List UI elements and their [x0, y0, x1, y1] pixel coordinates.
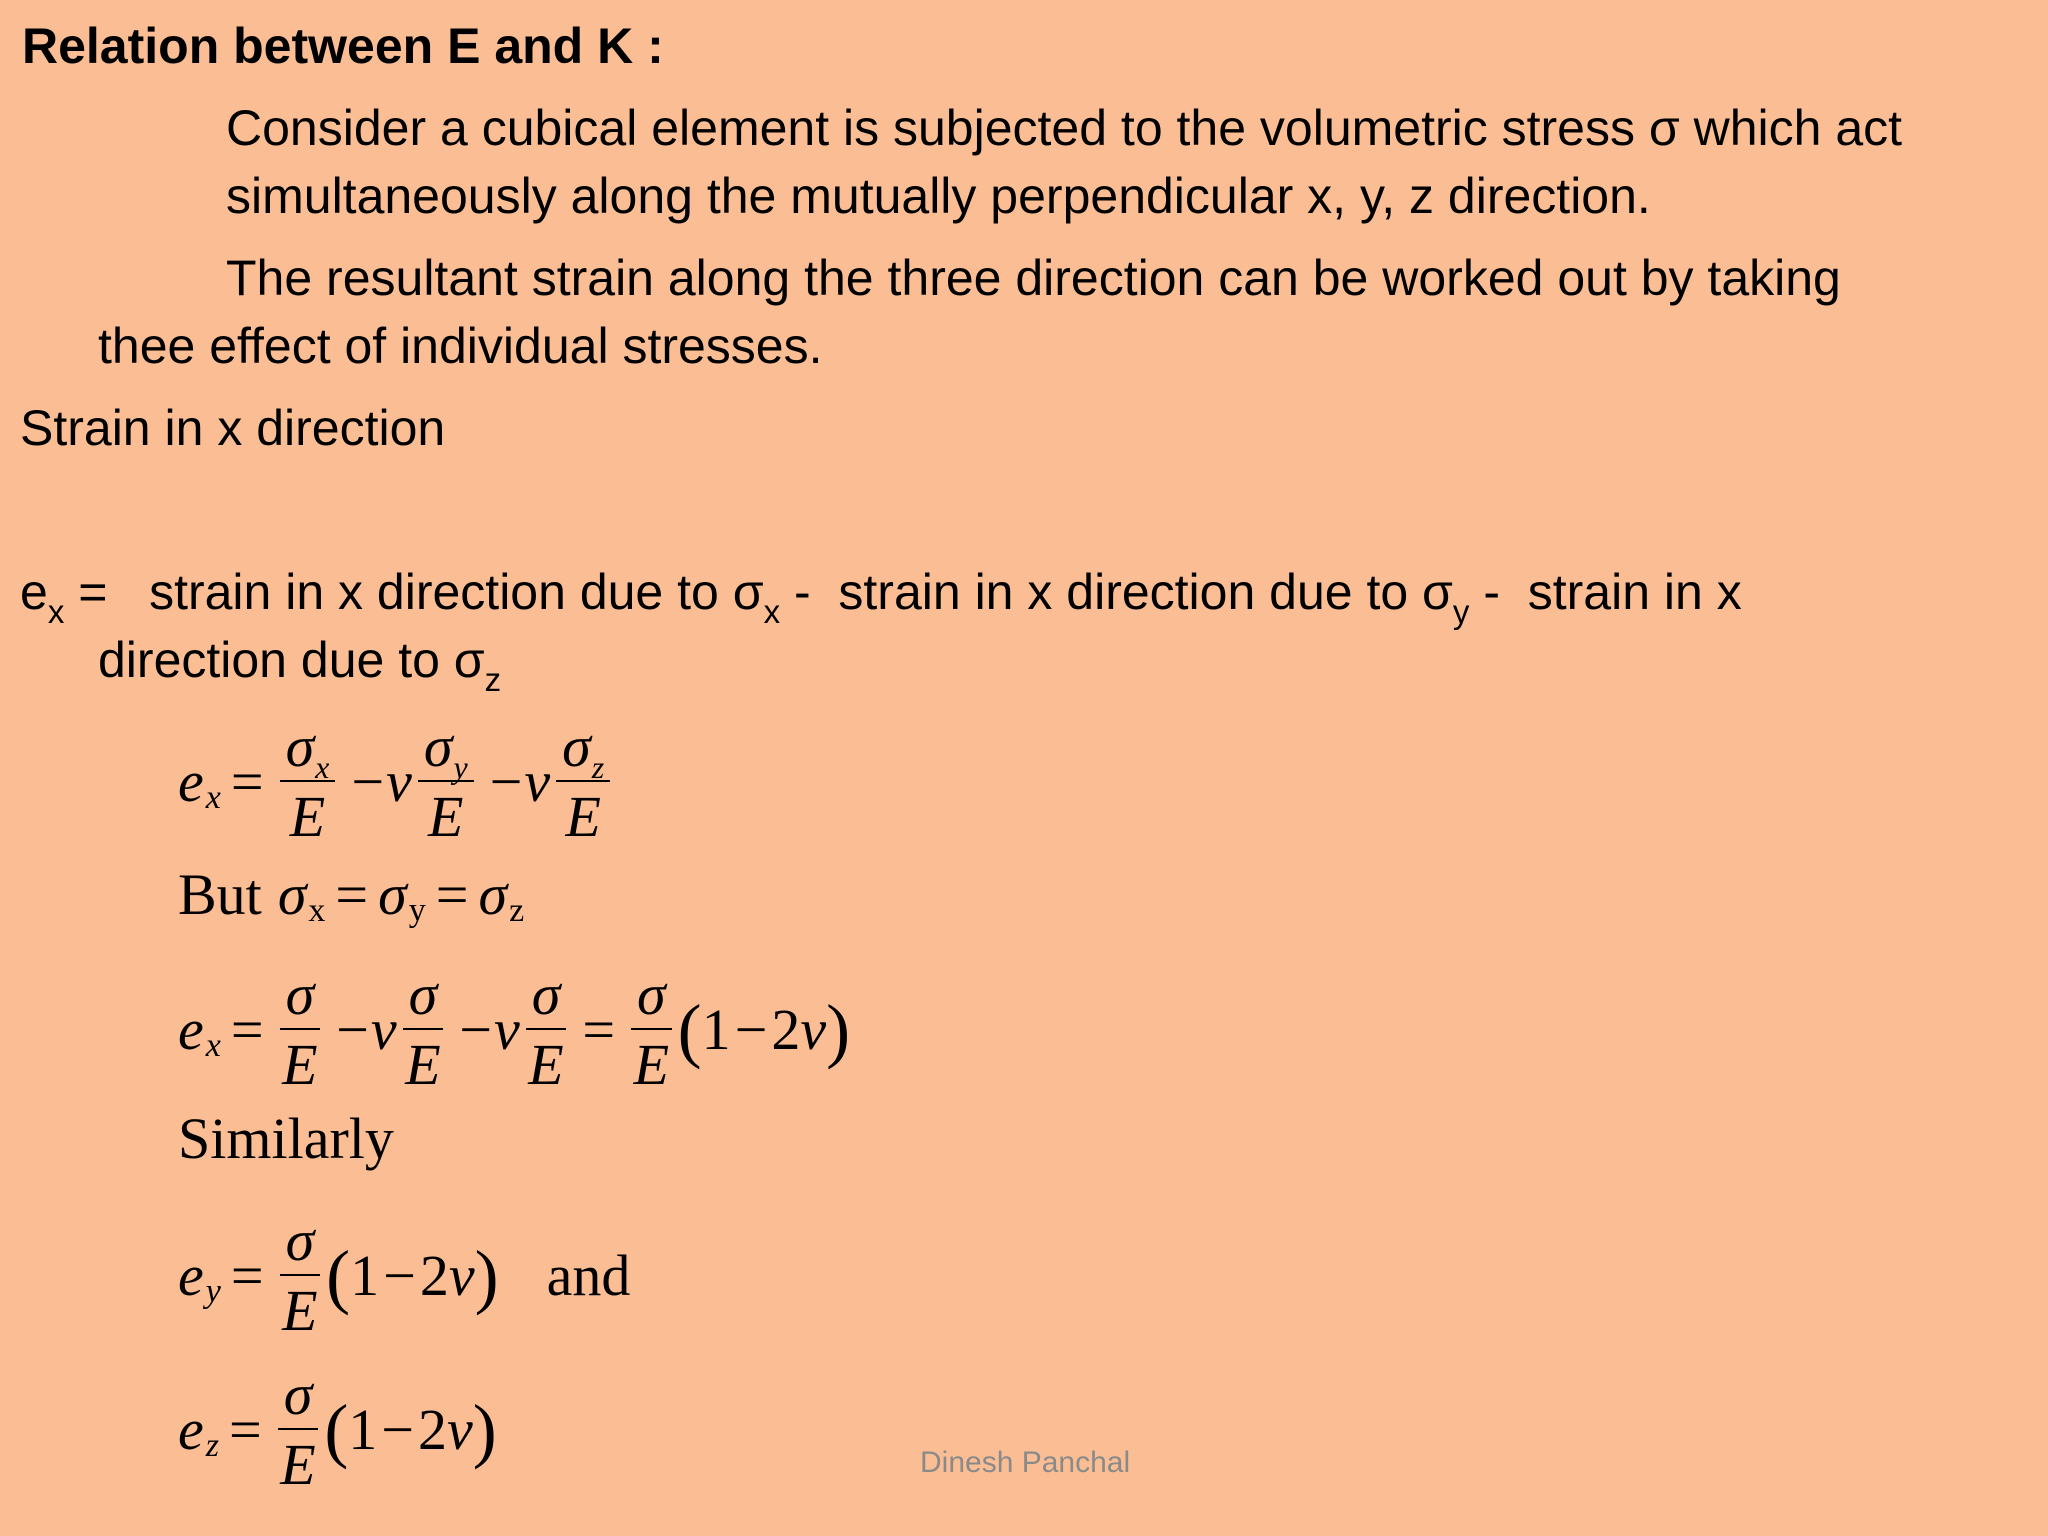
eq2-minus-2: − [459, 997, 492, 1062]
eqz-equals: = [228, 1397, 262, 1462]
eq1-equals: = [230, 749, 264, 814]
eq1-frac-1 [280, 714, 336, 849]
eq1-frac-3-num: σ [562, 714, 591, 779]
equation-ez [178, 1362, 497, 1497]
eq2-frac-4-num: σ [631, 966, 672, 1030]
eq2-frac-4-den: E [633, 1032, 670, 1097]
eq1-frac-3-den: E [565, 784, 601, 849]
eqy-nu: v [448, 1243, 475, 1308]
ex-definition-line-1 [20, 558, 1742, 630]
ex-def-text-2: - strain in x direction due to σ [780, 564, 1453, 620]
eqy-minus-inner: − [383, 1243, 416, 1308]
but-equals-2: = [435, 862, 469, 927]
eq2-frac-2 [403, 962, 444, 1097]
eqy-one: 1 [350, 1243, 380, 1308]
but-word: But [178, 862, 262, 927]
eq2-frac-3 [526, 962, 567, 1097]
but-sub-1: x [308, 892, 326, 929]
eq2-frac-3-num: σ [526, 966, 567, 1030]
eq2-lhs: e [178, 997, 204, 1062]
but-equals-1: = [335, 862, 369, 927]
eq2-paren-close: ) [826, 990, 851, 1070]
paragraph-1-line-1: Consider a cubical element is subjected to the volumetric stress σ which act [226, 100, 1903, 156]
but-sub-2: y [408, 892, 426, 929]
eq1-nu-2: v [524, 749, 551, 814]
eqy-frac-den: E [282, 1278, 318, 1343]
eqy-lhs-sub: y [205, 1273, 221, 1310]
eq1-frac-1-den: E [289, 784, 326, 849]
eq2-one: 1 [701, 997, 731, 1062]
eq2-frac-4 [631, 962, 672, 1097]
eqz-frac-den: E [280, 1432, 316, 1497]
eq1-minus-1: − [351, 749, 385, 814]
eq2-frac-1-num: σ [280, 966, 321, 1030]
eq2-frac-1 [280, 962, 321, 1097]
ex-def-sub-z: z [484, 661, 502, 698]
footer-author: Dinesh Panchal [920, 1446, 1131, 1479]
eq2-frac-1-den: E [282, 1032, 318, 1097]
but-sigma-2: σ [378, 862, 407, 927]
paragraph-2-line-1: The resultant strain along the three direction can be worked out by taking [226, 250, 1841, 306]
eq2-two: 2 [771, 997, 801, 1062]
equation-but-equal-stresses [178, 862, 525, 929]
eqz-two: 2 [418, 1397, 448, 1462]
eqz-lhs: e [178, 1397, 204, 1462]
eq2-nu-2: v [493, 997, 520, 1062]
equation-ex-simplified [178, 962, 851, 1097]
eq1-minus-2: − [489, 749, 523, 814]
eq1-frac-1-num-sub: x [315, 749, 330, 785]
eqz-one: 1 [348, 1397, 378, 1462]
eq2-equals-final: = [582, 997, 616, 1062]
eqz-lhs-sub: z [205, 1427, 219, 1464]
eq2-minus-1: − [336, 997, 369, 1062]
eq1-frac-2-num-sub: y [453, 749, 468, 785]
eqy-frac [280, 1208, 321, 1343]
eq1-frac-1-num: σ [285, 714, 315, 779]
paragraph-2-line-2: thee effect of individual stresses. [98, 318, 823, 374]
eq1-frac-3 [556, 714, 610, 849]
eq2-frac-3-den: E [528, 1032, 564, 1097]
eq2-lhs-sub: x [205, 1027, 221, 1064]
eqz-nu: v [447, 1397, 473, 1462]
eqz-minus-inner: − [381, 1397, 415, 1462]
eq1-lhs: e [178, 749, 204, 814]
similarly-word: Similarly [178, 1106, 394, 1171]
eqy-frac-num: σ [280, 1212, 321, 1276]
eqy-paren-close: ) [474, 1236, 499, 1316]
slide-title: Relation between E and K : [22, 18, 664, 74]
ex-def-text-1: = strain in x direction due to σ [64, 564, 764, 620]
ex-def-text-4: direction due to σ [98, 632, 485, 688]
eq1-frac-3-num-sub: z [591, 749, 605, 785]
eq1-frac-2-num: σ [423, 714, 453, 779]
eqz-paren-close: ) [472, 1390, 497, 1470]
but-sigma-1: σ [277, 862, 307, 927]
but-sub-3: z [509, 892, 525, 929]
eqz-paren-open: ( [324, 1390, 349, 1470]
eq2-equals: = [230, 997, 264, 1062]
similarly-text [178, 1106, 394, 1171]
eq2-nu-inner: v [800, 997, 827, 1062]
eq2-nu-1: v [370, 997, 397, 1062]
eq1-nu-1: v [386, 749, 412, 814]
eqz-frac-num: σ [278, 1366, 319, 1430]
ex-def-sub-x: x [763, 593, 781, 630]
eq2-frac-2-num: σ [403, 966, 444, 1030]
equation-ex-expanded [178, 714, 616, 849]
eq2-paren-open: ( [677, 990, 702, 1070]
eq2-frac-2-den: E [405, 1032, 441, 1097]
eq1-frac-2-den: E [428, 784, 464, 849]
eqz-frac [278, 1362, 319, 1497]
ex-def-text-3: - strain in x [1469, 564, 1742, 620]
ex-definition-line-2 [98, 626, 502, 698]
eq1-frac-2 [418, 714, 474, 849]
eqy-and: and [546, 1243, 631, 1308]
ex-def-sub-y: y [1452, 593, 1470, 630]
eqy-equals: = [230, 1243, 264, 1308]
eqy-two: 2 [419, 1243, 449, 1308]
eq1-lhs-sub: x [205, 779, 221, 816]
eqy-paren-open: ( [326, 1236, 351, 1316]
eq2-minus-inner: − [734, 997, 768, 1062]
strain-x-heading: Strain in x direction [20, 400, 446, 456]
paragraph-1-line-2: simultaneously along the mutually perpendicular x, y, z direction. [226, 168, 1651, 224]
equation-ey [178, 1208, 631, 1343]
ex-def-e: e [20, 564, 48, 620]
ex-def-e-sub: x [47, 593, 65, 630]
but-sigma-3: σ [478, 862, 508, 927]
eqy-lhs: e [178, 1243, 204, 1308]
